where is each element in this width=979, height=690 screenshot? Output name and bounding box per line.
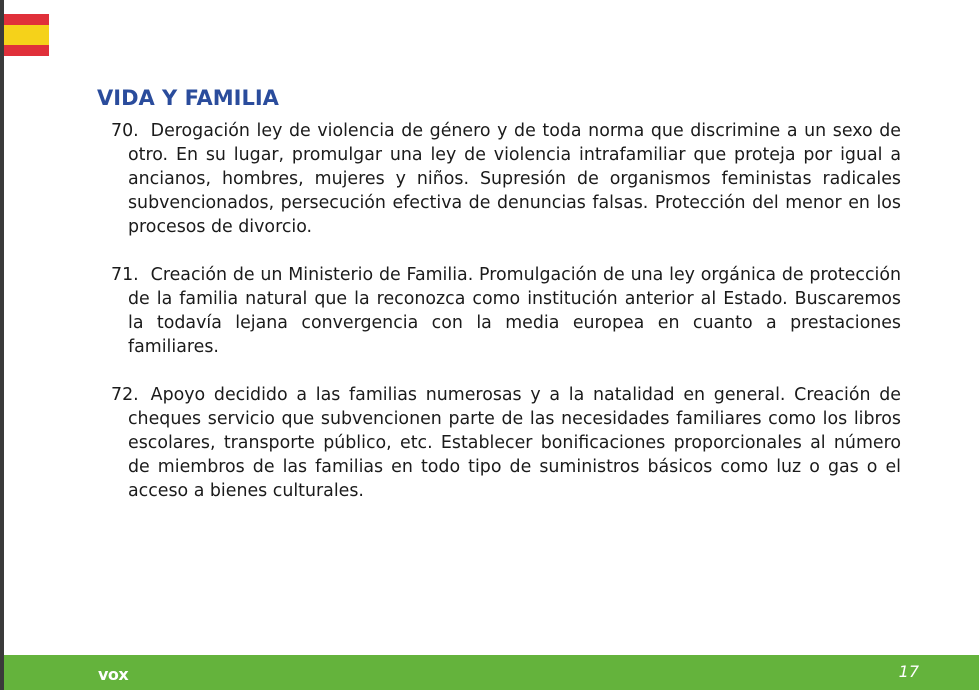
page-number: 17 — [898, 662, 919, 681]
flag-stripe-middle — [4, 25, 49, 45]
proposal-text: Derogación ley de violencia de género y de toda norma que discrimine a un sexo de otro. En su lugar, promulgar una ley de violencia intrafamiliar que proteja por igual a ancianos, hombres, mujeres y niños. Supresión de organismos feministas radicales subvencionados, persecución efectiva de denuncias falsas. Protección del menor en los procesos de divorcio. — [128, 121, 901, 237]
flag-stripe-top — [4, 14, 49, 25]
proposal-item — [111, 383, 901, 503]
proposal-number: 70. — [111, 121, 139, 141]
spain-flag-icon — [4, 14, 49, 56]
section-title: VIDA Y FAMILIA — [97, 86, 279, 110]
proposal-item — [111, 263, 901, 359]
page-left-border — [0, 0, 4, 690]
flag-stripe-bottom — [4, 45, 49, 56]
proposal-text: Creación de un Ministerio de Familia. Promulgación de una ley orgánica de protección de la familia natural que la reconozca como institución anterior al Estado. Buscaremos la todavía lejana convergencia con la media europea en cuanto a prestaciones familiares. — [128, 265, 901, 357]
footer-bar — [4, 655, 979, 690]
vox-logo: vox — [98, 665, 129, 684]
proposal-item — [111, 119, 901, 239]
proposal-text: Apoyo decidido a las familias numerosas y a la natalidad en general. Creación de cheques servicio que subvencionen parte de las necesidades familiares como los libros escolares, transporte público, etc. Establecer bonificaciones proporcionales al número de miembros de las familias en todo tipo de suministros básicos como luz o gas o el acceso a bienes culturales. — [128, 385, 901, 501]
proposal-number: 71. — [111, 265, 139, 285]
proposal-number: 72. — [111, 385, 139, 405]
proposal-list — [111, 119, 901, 527]
